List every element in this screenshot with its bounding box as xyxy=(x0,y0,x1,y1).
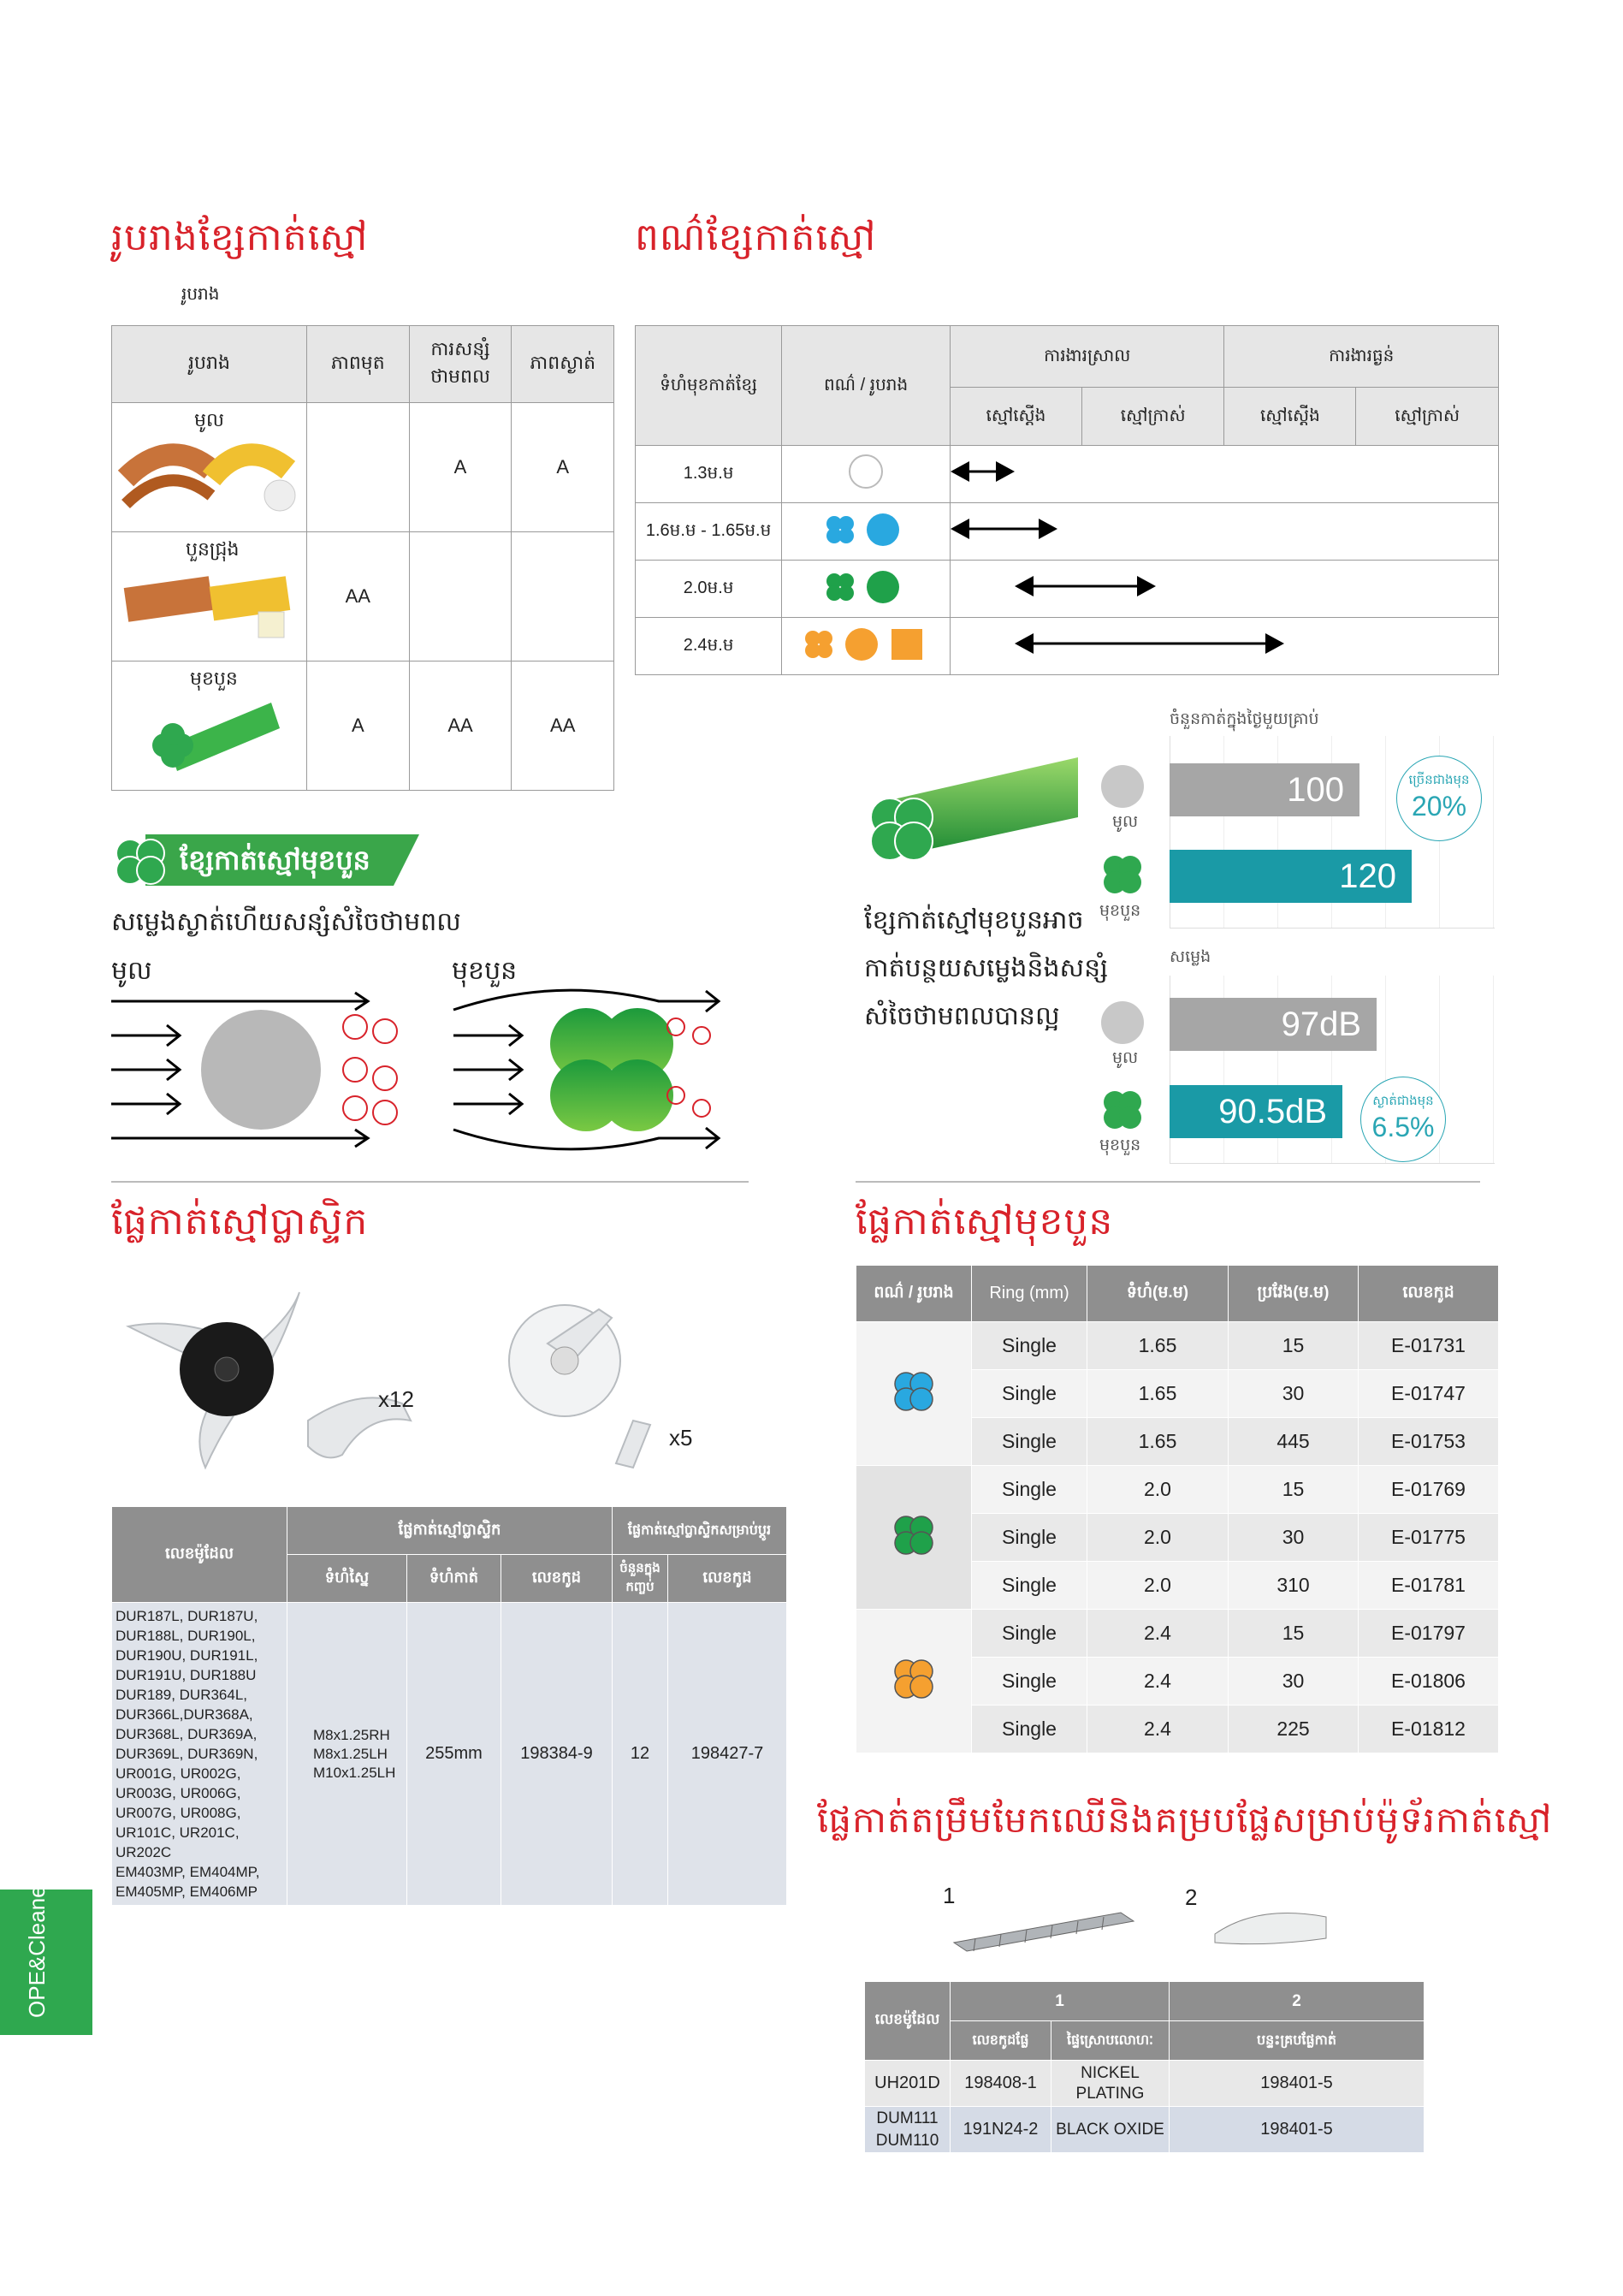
plastic-blade-title: ផ្លែកាត់ស្មៅប្លាស្ទិក xyxy=(111,1200,369,1243)
four-face-line-photo xyxy=(864,757,1087,869)
desc-line-2: កាត់បន្ថយសម្លេងនិងសន្សំ xyxy=(864,953,1109,983)
ring-cell: Single xyxy=(972,1706,1087,1753)
color-swatch-cell xyxy=(856,1322,972,1466)
cut-bubble xyxy=(1396,756,1482,841)
category-label: OPE&Cleaner xyxy=(24,1878,50,2018)
th-cut: ទំហំកាត់ xyxy=(407,1555,501,1603)
quiet-round: A xyxy=(512,403,614,532)
th-part2: លេខកូដ xyxy=(668,1555,787,1603)
hedge-blade-table xyxy=(864,1981,1425,2153)
th-plate: ផ្ទៃស្រោបលោហៈ xyxy=(1051,2021,1170,2061)
code-cell: E-01797 xyxy=(1359,1610,1499,1658)
part-cell: 191N24-2 xyxy=(951,2107,1051,2153)
range-cell xyxy=(951,618,1499,675)
divider xyxy=(856,1181,1480,1183)
diameter-cell: 1.6ម.ម - 1.65ម.ម xyxy=(636,503,782,561)
color-table xyxy=(635,325,1499,675)
cut-label-round: មូល xyxy=(1112,812,1139,831)
shape-section-subtitle: រូបរាង xyxy=(181,283,220,304)
code-cell: E-01806 xyxy=(1359,1658,1499,1706)
th-cover: បន្ទះគ្របផ្លែកាត់ xyxy=(1170,2021,1425,2061)
round-line-image xyxy=(117,436,297,521)
desc-line-1: ខ្សែកាត់ស្មៅមុខបួនអាច xyxy=(864,905,1084,935)
hedge-blade-images xyxy=(950,1904,1343,1955)
model-list xyxy=(112,1603,287,1906)
code-cell: E-01781 xyxy=(1359,1562,1499,1610)
cut-bubble-value: 20% xyxy=(1411,791,1467,822)
four-face-blade-title: ផ្លែកាត់ស្មៅមុខបួន xyxy=(856,1200,1114,1243)
code-cell: E-01775 xyxy=(1359,1514,1499,1562)
length-cell: 30 xyxy=(1229,1658,1359,1706)
noise-bubble-value: 6.5% xyxy=(1371,1112,1435,1142)
shape-cell-four xyxy=(112,662,307,791)
sharp-square: AA xyxy=(306,532,409,662)
airflow-diagram xyxy=(111,984,761,1155)
ring-cell: Single xyxy=(972,1322,1087,1370)
code-cell: E-01812 xyxy=(1359,1706,1499,1753)
shape-cell-square xyxy=(112,532,307,662)
cut-label-square: មុខបួន xyxy=(1099,901,1141,920)
four-face-line-image xyxy=(117,694,297,780)
length-cell: 445 xyxy=(1229,1418,1359,1466)
energy-four: AA xyxy=(409,662,512,791)
hedge-blade-title: ផ្លែកាត់តម្រឹមមែកឈើនិងគម្របផ្លែសម្រាប់ម៉ូទ័រកាត់ស្មៅ xyxy=(817,1799,1553,1841)
sharp-round xyxy=(306,403,409,532)
model-line: EM405MP, EM406MP xyxy=(116,1884,258,1900)
diameter-cell: 1.3ម.ម xyxy=(636,446,782,503)
model-line: DUR191U, DUR188U xyxy=(116,1667,257,1683)
model-line: DUR190U, DUR191L, xyxy=(116,1647,258,1664)
four-face-banner xyxy=(111,834,419,886)
size-cell: 2.0 xyxy=(1087,1514,1229,1562)
th-ring: Ring (mm) xyxy=(972,1266,1087,1322)
th-qty: ចំនួនក្នុងកញ្ចប់ xyxy=(613,1555,668,1603)
th-thin: ស្មៅស្តើង xyxy=(1224,388,1356,446)
thread-sizes xyxy=(287,1603,407,1906)
cut-chart-title: ចំនួនកាត់ក្នុងថ្ងៃមួយគ្រាប់ xyxy=(1170,709,1319,728)
ring-cell: Single xyxy=(972,1658,1087,1706)
length-cell: 15 xyxy=(1229,1610,1359,1658)
th-part: លេខកូដ xyxy=(501,1555,613,1603)
code-cell: E-01769 xyxy=(1359,1466,1499,1514)
model-line: DUR188L, DUR190L, xyxy=(116,1628,256,1644)
color-cell xyxy=(782,618,951,675)
four-face-color-icon xyxy=(890,1368,938,1415)
ring-cell: Single xyxy=(972,1418,1087,1466)
size-cell: 2.0 xyxy=(1087,1562,1229,1610)
noise-label-square: មុខបួន xyxy=(1099,1136,1141,1154)
noise-bar-square: 90.5dB xyxy=(1170,1085,1342,1138)
color-cell xyxy=(782,561,951,618)
model-line: UR007G, UR008G, xyxy=(116,1805,241,1821)
size-cell: 1.65 xyxy=(1087,1322,1229,1370)
table-row xyxy=(856,1322,1499,1370)
model-line: DUR189, DUR364L, xyxy=(116,1687,248,1703)
th-thick: ស្មៅក្រាស់ xyxy=(1356,388,1499,446)
rep-part-number: 198427-7 xyxy=(668,1603,787,1906)
th-diameter: ទំហំមុខកាត់ខ្សែ xyxy=(636,326,782,446)
model-cell: DUM111 DUM110 xyxy=(865,2107,951,2153)
th-color: ពណ៌ / រូបរាង xyxy=(856,1266,972,1322)
four-face-icon xyxy=(1099,851,1151,903)
energy-round: A xyxy=(409,403,512,532)
model-line: UR101C, UR201C, UR202C xyxy=(116,1824,240,1860)
plate-cell: NICKEL PLATING xyxy=(1051,2061,1170,2107)
th-model: លេខម៉ូដែល xyxy=(112,1507,287,1603)
color-section-title: ពណ៌ខ្សែកាត់ស្មៅ xyxy=(635,216,877,259)
size-cell: 2.4 xyxy=(1087,1658,1229,1706)
noise-bubble-top: ស្ងាត់ជាងមុន xyxy=(1372,1094,1434,1108)
quiet-four: AA xyxy=(512,662,614,791)
item-num-1: 1 xyxy=(943,1883,956,1908)
label-round: មូល xyxy=(111,956,152,986)
divider xyxy=(111,1181,749,1183)
model-line: DUR366L,DUR368A, xyxy=(116,1706,253,1723)
banner-text: ខ្សែកាត់ស្មៅមុខបួន xyxy=(180,844,370,876)
shape-name: មុខបួន xyxy=(190,667,238,689)
four-face-color-icon xyxy=(890,1511,938,1559)
item-num-2: 2 xyxy=(1185,1884,1198,1910)
length-cell: 30 xyxy=(1229,1370,1359,1418)
th-light: ការងារស្រាល xyxy=(951,326,1224,388)
lead-text: សម្លេងស្ងាត់ហើយសន្សំសំចៃថាមពល xyxy=(111,907,461,937)
ring-cell: Single xyxy=(972,1610,1087,1658)
cut-size: 255mm xyxy=(407,1603,501,1906)
shape-cell-round xyxy=(112,403,307,532)
code-cell: E-01747 xyxy=(1359,1370,1499,1418)
th-model: លេខម៉ូដែល xyxy=(865,1982,951,2061)
color-swatch-cell xyxy=(856,1466,972,1610)
part-number: 198384-9 xyxy=(501,1603,613,1906)
pack-qty: 12 xyxy=(613,1603,668,1906)
size-cell: 2.0 xyxy=(1087,1466,1229,1514)
desc-line-3: សំចៃថាមពលបានល្អ xyxy=(864,1001,1060,1031)
color-cell xyxy=(782,446,951,503)
th-group-1: 1 xyxy=(951,1982,1170,2021)
model-line: DUR187L, DUR187U, xyxy=(116,1608,258,1624)
ring-cell: Single xyxy=(972,1514,1087,1562)
th-blade: ផ្លែកាត់ស្មៅប្លាស្ទិក xyxy=(287,1507,613,1555)
part-cell: 198408-1 xyxy=(951,2061,1051,2107)
four-face-icon xyxy=(1099,1087,1151,1138)
size-cell: 2.4 xyxy=(1087,1610,1229,1658)
cut-bubble-top: ច្រើនជាងមុន xyxy=(1408,773,1470,787)
cut-bar-round: 100 xyxy=(1170,763,1359,816)
shape-name: បួនជ្រុង xyxy=(186,538,240,560)
qty-x5: x5 xyxy=(669,1425,693,1451)
four-face-blade-table xyxy=(856,1265,1499,1753)
shape-name: មូល xyxy=(194,409,224,430)
th-sharp: ភាពមុត xyxy=(306,326,409,403)
round-icon xyxy=(1099,763,1151,815)
code-cell: E-01731 xyxy=(1359,1322,1499,1370)
model-line: UR003G, UR006G, xyxy=(116,1785,241,1801)
th-thick: ស្មៅក្រាស់ xyxy=(1081,388,1224,446)
th-shape: រូបរាង xyxy=(112,326,307,403)
size-cell: 2.4 xyxy=(1087,1706,1229,1753)
diameter-cell: 2.4ម.ម xyxy=(636,618,782,675)
model-line: EM403MP, EM404MP, xyxy=(116,1864,260,1880)
round-icon xyxy=(1099,1000,1151,1051)
th-size: ទំហំ(ម.ម) xyxy=(1087,1266,1229,1322)
thread-line: M8x1.25LH xyxy=(313,1745,388,1762)
thread-line: M8x1.25RH xyxy=(313,1726,390,1743)
four-face-color-icon xyxy=(890,1655,938,1703)
th-blade-rep: ផ្លែកាត់ស្មៅប្លាស្ទិកសម្រាប់ប្តូរ xyxy=(613,1507,787,1555)
shape-table xyxy=(111,325,614,791)
th-thin: ស្មៅស្តើង xyxy=(951,388,1082,446)
noise-bubble xyxy=(1360,1077,1446,1162)
length-cell: 225 xyxy=(1229,1706,1359,1753)
ring-cell: Single xyxy=(972,1562,1087,1610)
size-cell: 1.65 xyxy=(1087,1370,1229,1418)
color-swatch-cell xyxy=(856,1610,972,1753)
noise-bar-round: 97dB xyxy=(1170,998,1377,1051)
th-energy: ការសន្សំថាមពល xyxy=(409,326,512,403)
square-line-image xyxy=(117,565,297,650)
model-line: DUR368L, DUR369A, xyxy=(116,1726,258,1742)
diameter-cell: 2.0ម.ម xyxy=(636,561,782,618)
table-row xyxy=(856,1610,1499,1658)
code-cell: E-01753 xyxy=(1359,1418,1499,1466)
cut-bar-square: 120 xyxy=(1170,850,1412,903)
th-color: ពណ៌ / រូបរាង xyxy=(782,326,951,446)
plate-cell: BLACK OXIDE xyxy=(1051,2107,1170,2153)
th-thread: ទំហំស្នៃ xyxy=(287,1555,407,1603)
noise-chart-title: សម្លេង xyxy=(1170,947,1211,966)
cover-cell: 198401-5 xyxy=(1170,2061,1425,2107)
table-row xyxy=(856,1466,1499,1514)
energy-square xyxy=(409,532,512,662)
th-length: ប្រវែង(ម.ម) xyxy=(1229,1266,1359,1322)
ring-cell: Single xyxy=(972,1466,1087,1514)
cover-cell: 198401-5 xyxy=(1170,2107,1425,2153)
model-line: DUR369L, DUR369N, xyxy=(116,1746,258,1762)
length-cell: 15 xyxy=(1229,1466,1359,1514)
length-cell: 30 xyxy=(1229,1514,1359,1562)
th-group-2: 2 xyxy=(1170,1982,1425,2021)
range-cell xyxy=(951,561,1499,618)
noise-label-round: មូល xyxy=(1112,1048,1139,1067)
label-square: មុខបួន xyxy=(452,956,518,986)
model-cell: UH201D xyxy=(865,2061,951,2107)
color-cell xyxy=(782,503,951,561)
plastic-blade-images xyxy=(120,1284,736,1480)
length-cell: 310 xyxy=(1229,1562,1359,1610)
category-sidebar xyxy=(0,1878,92,2035)
th-code: លេខកូដ xyxy=(1359,1266,1499,1322)
range-cell xyxy=(951,503,1499,561)
th-part: លេខកូដផ្លែ xyxy=(951,2021,1051,2061)
thread-line: M10x1.25LH xyxy=(313,1764,396,1781)
th-quiet: ភាពស្ងាត់ xyxy=(512,326,614,403)
ring-cell: Single xyxy=(972,1370,1087,1418)
size-cell: 1.65 xyxy=(1087,1418,1229,1466)
length-cell: 15 xyxy=(1229,1322,1359,1370)
qty-x12: x12 xyxy=(378,1386,414,1412)
model-line: UR001G, UR002G, xyxy=(116,1765,241,1782)
plastic-blade-table xyxy=(111,1506,787,1906)
th-heavy: ការងារធ្ងន់ xyxy=(1224,326,1499,388)
quiet-square xyxy=(512,532,614,662)
shape-section-title: រូបរាងខ្សែកាត់ស្មៅ xyxy=(111,216,369,259)
sharp-four: A xyxy=(306,662,409,791)
range-cell xyxy=(951,446,1499,503)
